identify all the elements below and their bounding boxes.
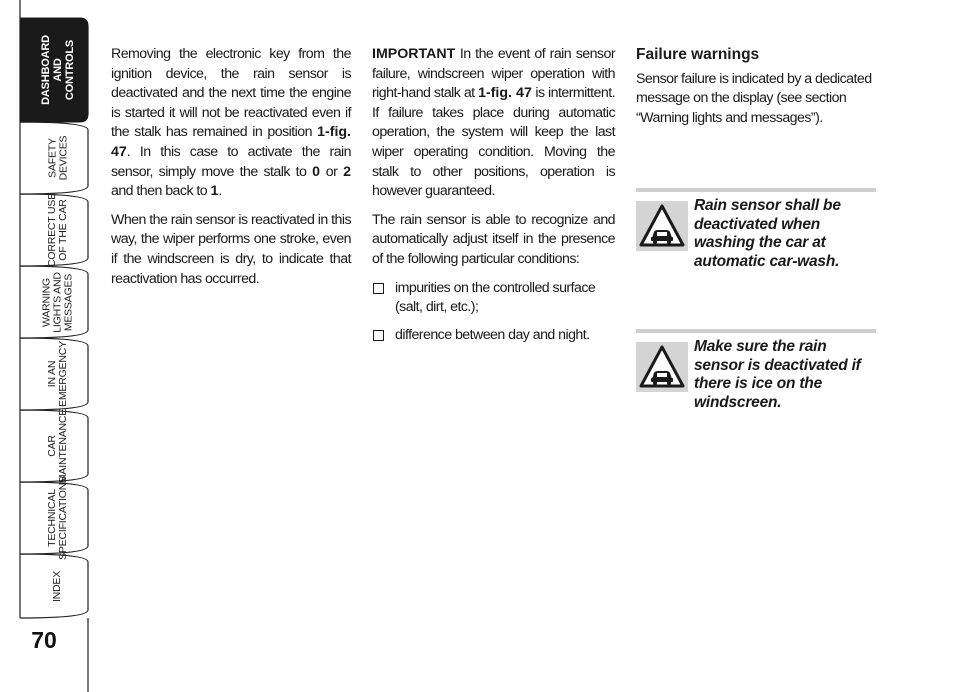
warning-box-car-wash	[636, 188, 876, 271]
list-item	[372, 279, 615, 318]
stalk-position: 1	[210, 183, 219, 200]
warning-text: Make sure the rain sensor is deactivated if there is ice on the windscreen.	[694, 338, 861, 411]
warning-text: Rain sensor shall be deactivated when washing the car at automatic car-wash.	[694, 197, 841, 270]
warning-box-ice	[636, 329, 876, 412]
text-run: .	[218, 183, 222, 200]
section-heading: Failure warnings	[636, 46, 760, 63]
tab-label: IN AN EMERGENCY	[45, 341, 69, 407]
tab-label: TECHNICAL SPECIFICATIONS	[46, 476, 69, 560]
tab-label: INDEX	[51, 570, 64, 602]
tab-warning-lights-and-messages[interactable]	[20, 266, 96, 338]
tab-label: SAFETY DEVICES	[45, 135, 69, 181]
tab-label: CAR MAINTENANCE	[45, 408, 69, 484]
text-run: In the event of rain sensor failure, windscreen wiper operation with right-hand stalk at	[372, 46, 615, 102]
stalk-position: 2	[343, 163, 351, 180]
tab-safety-devices[interactable]	[20, 122, 96, 194]
text-run: Removing the electronic key from the ignition device, the rain sensor is deactivated and the next time the engine is started it will not be reactivated even if the stalk has remained in position	[111, 46, 351, 141]
tab-label: CORRECT USE OF THE CAR	[45, 192, 69, 268]
paragraph: Sensor failure is indicated by a dedicated message on the display (see section “Warning lights and messages”).	[636, 70, 872, 126]
tab-label: DASHBOARD AND CONTROLS	[39, 35, 76, 105]
stalk-position: 0	[312, 163, 321, 180]
tab-car-maintenance[interactable]	[20, 410, 96, 482]
text-column-2	[372, 45, 615, 353]
tab-technical-specifications[interactable]	[20, 476, 96, 560]
warning-rule	[636, 329, 876, 333]
list-item	[372, 326, 615, 346]
text-run: or	[320, 163, 344, 180]
text-column-1	[111, 45, 351, 298]
warning-rule	[636, 188, 876, 192]
section-tab-strip	[0, 0, 110, 692]
paragraph	[111, 45, 351, 202]
list-item-text: difference between day and night.	[395, 326, 590, 343]
text-run: . In this case to activate the rain sensor, simply move the stalk to	[111, 143, 351, 180]
text-column-3	[636, 45, 877, 137]
text-run: and then back to	[111, 183, 211, 200]
warning-triangle-car-icon	[636, 201, 688, 251]
checkbox-bullet-icon	[373, 283, 384, 294]
paragraph: The rain sensor is able to recognize and automatically adjust itself in the presence of the following particular conditions:	[372, 211, 615, 267]
warning-body	[636, 338, 876, 412]
list-item-text: impurities on the controlled surface (salt, dirt, etc.);	[395, 279, 596, 316]
tab-correct-use-of-the-car[interactable]	[20, 194, 96, 266]
text-run: is intermittent. If failure takes place during automatic operation, the system will keep the last wiper operating condition. Moving the stalk to other positions, operation is however guaranteed.	[372, 85, 615, 200]
paragraph: When the rain sensor is reactivated in this way, the wiper performs one stroke, even if the windscreen is dry, to indicate that reactivation has occurred.	[111, 211, 351, 287]
tab-label: WARNING LIGHTS AND MESSAGES	[40, 271, 75, 333]
paragraph	[372, 45, 615, 202]
checkbox-bullet-icon	[373, 330, 384, 341]
tab-in-an-emergency[interactable]	[20, 338, 96, 410]
figure-reference: 1-fig. 47	[111, 124, 351, 160]
page-number: 70	[31, 627, 57, 653]
tab-dashboard-and-controls[interactable]	[20, 18, 96, 122]
tab-index[interactable]	[20, 554, 96, 618]
figure-reference: 1-fig. 47	[478, 85, 532, 102]
important-label: IMPORTANT	[372, 46, 456, 62]
warning-body	[636, 197, 876, 271]
warning-triangle-car-icon	[636, 342, 688, 392]
